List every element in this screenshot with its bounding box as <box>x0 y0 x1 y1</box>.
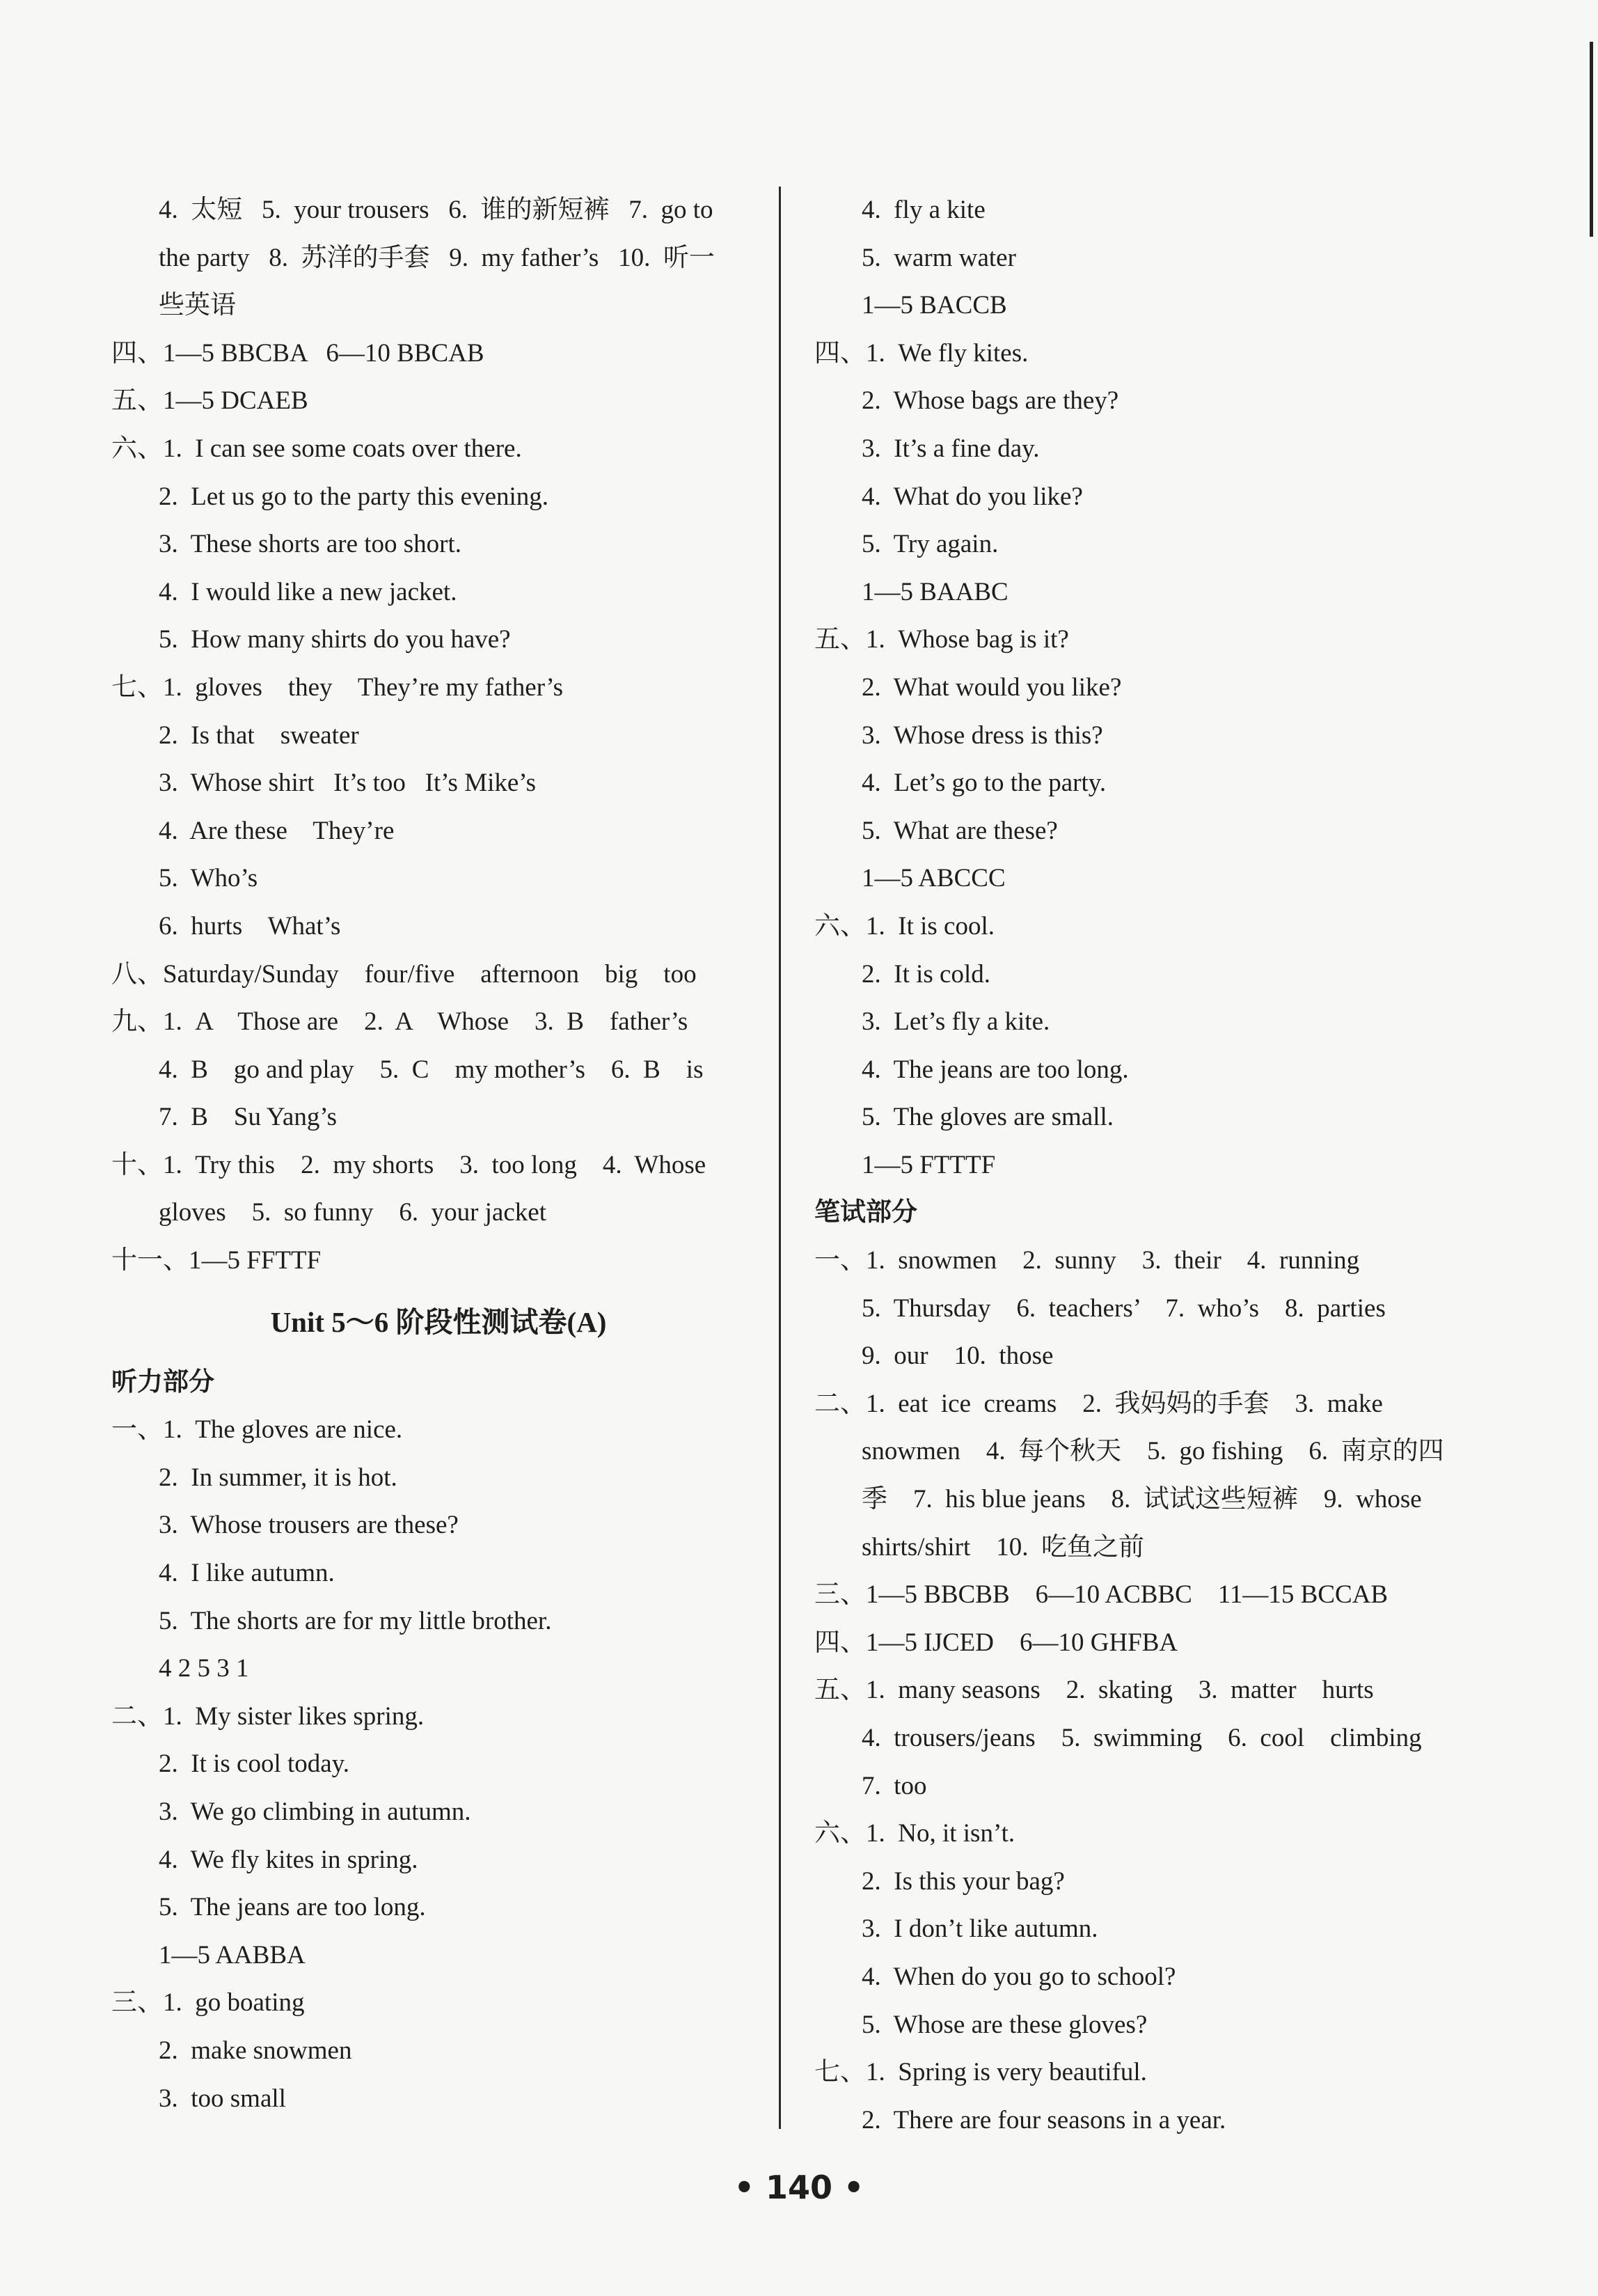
answer-line: 6. hurts What’s <box>159 911 341 941</box>
answer-line: 4. 太短 5. your trousers 6. 谁的新短裤 7. go to <box>159 196 713 224</box>
answer-line: 5. How many shirts do you have? <box>159 625 511 654</box>
answer-line: 1—5 FTTTF <box>862 1150 996 1179</box>
answer-line: 五、1—5 DCAEB <box>111 386 308 416</box>
answer-line: 四、1. We fly kites. <box>814 338 1029 368</box>
answer-line: 2. Let us go to the party this evening. <box>159 482 549 511</box>
answer-line: 二、1. eat ice creams 2. 我妈妈的手套 3. make <box>814 1389 1383 1418</box>
answer-line: 四、1—5 BBCBA 6—10 BBCAB <box>111 338 484 368</box>
answer-line: 2. There are four seasons in a year. <box>862 2105 1226 2134</box>
answer-line: 一、1. snowmen 2. sunny 3. their 4. running <box>814 1246 1360 1275</box>
answer-line: 3. We go climbing in autumn. <box>159 1798 471 1826</box>
answer-line: 2. It is cold. <box>862 959 990 989</box>
answer-line: 4. Are these They’re <box>159 816 395 845</box>
answer-line: the party 8. 苏洋的手套 9. my father’s 10. 听一 <box>159 243 715 272</box>
answer-line: 四、1—5 IJCED 6—10 GHFBA <box>814 1628 1178 1657</box>
answer-line: 1—5 AABBA <box>159 1940 306 1969</box>
answer-line: 3. I don’t like autumn. <box>862 1914 1098 1944</box>
right-column <box>814 187 1469 2144</box>
answer-line: 八、Saturday/Sunday four/five afternoon big too <box>111 959 697 989</box>
answer-line: 七、1. Spring is very beautiful. <box>814 2058 1147 2087</box>
answer-line: 六、1. I can see some coats over there. <box>111 434 522 463</box>
answer-line: 2. Whose bags are they? <box>862 386 1119 416</box>
section-header: 笔试部分 <box>814 1198 917 1227</box>
answer-line: 七、1. gloves they They’re my father’s <box>111 673 564 702</box>
answer-line: 十、1. Try this 2. my shorts 3. too long 4. Whose <box>111 1150 706 1179</box>
answer-lines-right <box>814 187 1469 2144</box>
answer-line: 三、1. go boating <box>111 1988 305 2018</box>
answer-line: 7. too <box>862 1771 927 1800</box>
answer-line: 5. Whose are these gloves? <box>862 2010 1148 2039</box>
answer-line: 4. The jeans are too long. <box>862 1055 1129 1084</box>
answer-line: 2. What would you like? <box>862 673 1122 702</box>
answer-line: 4. B go and play 5. C my mother’s 6. B is <box>159 1055 704 1084</box>
answer-line: 5. The shorts are for my little brother. <box>159 1606 552 1635</box>
section-title: Unit 5～6 阶段性测试卷(A) <box>270 1305 607 1338</box>
answer-line: 3. Whose trousers are these? <box>159 1511 459 1540</box>
answer-line: 5. What are these? <box>862 816 1058 845</box>
answer-line: 些英语 <box>159 291 236 320</box>
answer-line: shirts/shirt 10. 吃鱼之前 <box>862 1532 1144 1562</box>
scan-edge-mark <box>1590 42 1593 237</box>
answer-line: 3. It’s a fine day. <box>862 434 1040 463</box>
answer-line: 3. These shorts are too short. <box>159 530 462 559</box>
answer-line: snowmen 4. 每个秋天 5. go fishing 6. 南京的四 <box>862 1437 1444 1466</box>
left-column <box>111 187 766 2123</box>
answer-line: 六、1. It is cool. <box>814 911 995 941</box>
answer-line: 2. In summer, it is hot. <box>159 1463 397 1492</box>
answer-line: 五、1. many seasons 2. skating 3. matter hurts <box>814 1676 1374 1705</box>
answer-line: 4. fly a kite <box>862 196 986 224</box>
answer-line: 4. I would like a new jacket. <box>159 577 457 606</box>
answer-line: 4. When do you go to school? <box>862 1962 1176 1991</box>
answer-line: 5. warm water <box>862 243 1016 272</box>
answer-line: 季 7. his blue jeans 8. 试试这些短裤 9. whose <box>862 1485 1422 1514</box>
answer-line: 六、1. No, it isn’t. <box>814 1819 1015 1848</box>
answer-line: 3. Whose dress is this? <box>862 721 1103 750</box>
answer-line: 9. our 10. those <box>862 1342 1054 1371</box>
listening-header: 听力部分 <box>111 1367 214 1397</box>
answer-line: 4. Let’s go to the party. <box>862 769 1107 798</box>
answer-line: 三、1—5 BBCBB 6—10 ACBBC 11—15 BCCAB <box>814 1580 1389 1610</box>
answer-line: 5. Try again. <box>862 530 999 559</box>
answer-line: 3. too small <box>159 2084 286 2113</box>
answer-line: 一、1. The gloves are nice. <box>111 1415 403 1445</box>
answer-line: 五、1. Whose bag is it? <box>814 625 1069 654</box>
answer-line: 1—5 ABCCC <box>862 864 1006 893</box>
answer-line: 4 2 5 3 1 <box>159 1654 249 1683</box>
answer-line: 十一、1—5 FFTTF <box>111 1246 322 1275</box>
answer-line: 1—5 BAABC <box>862 577 1008 606</box>
answer-line: 5. Thursday 6. teachers’ 7. who’s 8. parties <box>862 1294 1386 1323</box>
column-divider <box>779 187 781 2129</box>
answer-line: 1—5 BACCB <box>862 291 1007 320</box>
answer-line: 4. trousers/jeans 5. swimming 6. cool climbing <box>862 1724 1422 1752</box>
answer-line: 2. Is that sweater <box>159 721 359 750</box>
answer-line: 5. Who’s <box>159 864 258 893</box>
answer-line: 2. make snowmen <box>159 2036 352 2065</box>
answer-lines-left-top <box>111 187 766 1285</box>
answer-line: gloves 5. so funny 6. your jacket <box>159 1198 546 1227</box>
answer-line: 4. I like autumn. <box>159 1559 335 1588</box>
answer-line: 4. We fly kites in spring. <box>159 1845 418 1874</box>
answer-line: 二、1. My sister likes spring. <box>111 1701 425 1731</box>
answer-lines-left-bottom <box>111 1406 766 2123</box>
answer-line: 2. It is cool today. <box>159 1749 350 1779</box>
answer-line: 4. What do you like? <box>862 482 1083 511</box>
answer-line: 2. Is this your bag? <box>862 1866 1065 1896</box>
page-number: • 140 • <box>734 2169 864 2206</box>
answer-line: 5. The gloves are small. <box>862 1103 1114 1132</box>
answer-line: 九、1. A Those are 2. A Whose 3. B father’s <box>111 1007 688 1037</box>
answer-line: 3. Let’s fly a kite. <box>862 1007 1050 1037</box>
answer-line: 5. The jeans are too long. <box>159 1893 426 1922</box>
answer-line: 3. Whose shirt It’s too It’s Mike’s <box>159 769 536 798</box>
answer-line: 7. B Su Yang’s <box>159 1103 338 1132</box>
